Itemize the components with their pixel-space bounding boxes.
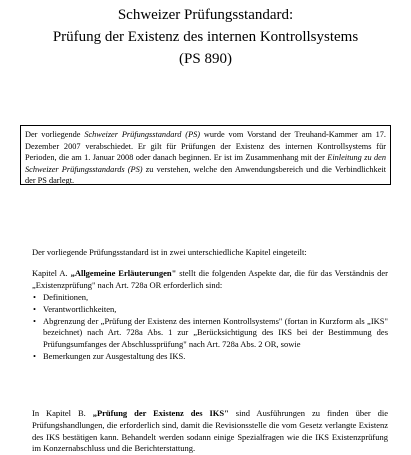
list-item (32, 292, 388, 304)
intro-italic-einleitung: Einleitung zu den Schweizer Prüfungsstandards (PS) (25, 153, 386, 174)
intro-text-2: wurde vom Vorstand der Treuhand-Kammer am 17. Dezember 2007 verabschiedet. Er gilt für Prüfungen der Existenz des internen Kontrollsystems für Perioden, die am 1. Januar 2008 oder danach beginnen. Er ist im Zusammenhang mit der (25, 130, 387, 163)
intro-text-3: zu verstehen, welche den Anwendungsbereich und die Verbindlichkeit der PS darlegt. (25, 164, 386, 186)
list-item (32, 351, 388, 363)
intro-text-1: Der vorliegende (25, 130, 85, 139)
chapters-intro-paragraph: Der vorliegende Prüfungsstandard ist in zwei unterschiedliche Kapitel eingeteilt: (32, 247, 307, 257)
chapter-b-text: sind Ausführungen zu finden über die Prüfungshandlungen, die erforderlich sind, damit die Revisionsstelle die vom Gesetz verlangte Existenz des IKS bestätigen kann. Behandelt werden sodann einige Spezialfragen wie die IKS Existenzprüfung im Konzernabschluss und die Berichterstattung. (32, 408, 388, 454)
chapter-b-paragraph (32, 408, 388, 455)
list-item-text: Definitionen, (43, 292, 89, 302)
bullet-icon: • (33, 292, 36, 302)
bullet-icon: • (33, 350, 36, 361)
list-item (32, 316, 388, 351)
chapter-b-title: „Prüfung der Existenz des IKS" (92, 408, 229, 418)
chapter-a-title: „Allgemeine Erläuterungen" (70, 268, 177, 278)
list-item-text: Bemerkungen zur Ausgestaltung des IKS. (43, 350, 186, 361)
list-item-text: Abgrenzung der „Prüfung der Existenz des internen Kontrollsystems" (fortan in Kurzform als „IKS" bezeichnet) nach Art. 728a Abs. 1 zur „Berücksichtigung des IKS bei der Bestimmung des Prüfungsumfanges der Abschlussprüfung" nach Art. 728a Abs. 2 OR, sowie (43, 315, 388, 350)
document-title-line-2: Prüfung der Existenz des internen Kontrollsystems (52, 29, 359, 45)
intro-italic-standard: Schweizer Prüfungsstandard (PS) (84, 130, 201, 139)
document-title-line-3: (PS 890) (179, 51, 232, 67)
chapter-a-prefix: Kapitel A. (32, 268, 71, 278)
list-item (32, 304, 388, 316)
document-title-line-1: Schweizer Prüfungsstandard: (117, 7, 294, 23)
chapter-a-text: stellt die folgenden Aspekte dar, die für das Verständnis der „Existenzprüfung" nach Art. 728a OR erforderlich sind: (32, 268, 388, 290)
list-item-text: Verantwortlichkeiten, (43, 303, 117, 314)
bullet-icon: • (33, 303, 36, 314)
chapter-b-prefix: In Kapitel B. (32, 408, 93, 418)
chapter-a-aspect-list (32, 292, 388, 363)
intro-box (20, 125, 391, 185)
chapter-a-paragraph (32, 268, 388, 292)
bullet-icon: • (33, 315, 36, 326)
